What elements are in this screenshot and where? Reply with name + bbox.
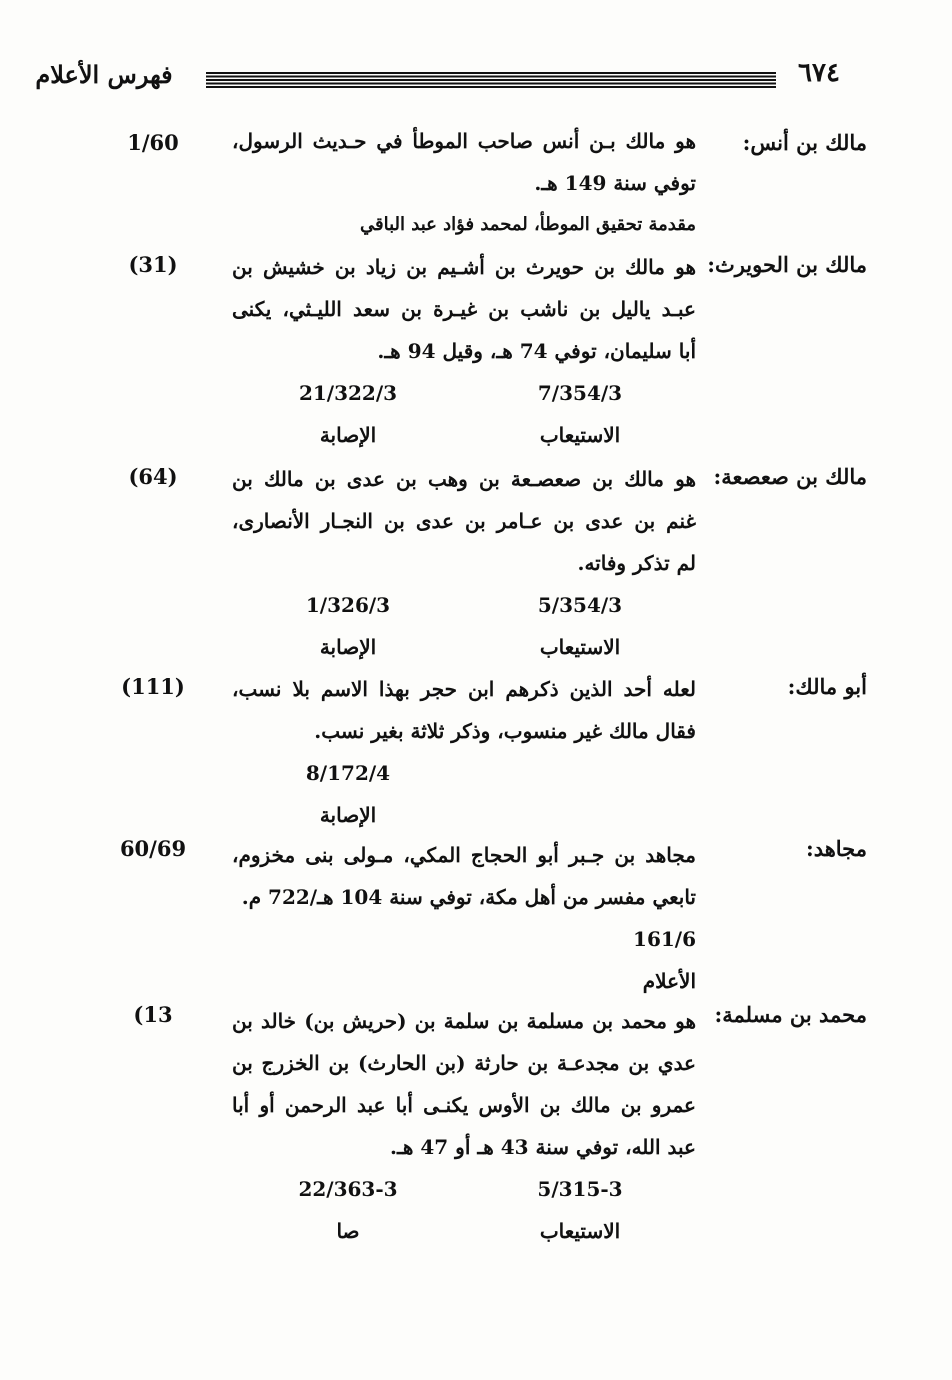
reference-number: 21/322/3 (298, 381, 398, 405)
source-note: مقدمة تحقيق الموطأ، لمحمد فؤاد عبد الباقي (360, 214, 696, 235)
source-title: الاستيعاب (539, 635, 621, 659)
column-spacer (464, 794, 696, 836)
entry-name: أبو مالك: (787, 674, 867, 699)
running-title: فهرس الأعلام (35, 60, 173, 89)
entry-name: مالك بن أنس: (742, 130, 867, 155)
entry-body (232, 246, 696, 456)
source-title: الاستيعاب (539, 423, 621, 447)
entry-name: مجاهد: (805, 836, 867, 861)
source-row (232, 794, 696, 836)
entry-line: هو مالك بـن أنس صاحب الموطأ في حـديث الرسول، (232, 129, 696, 153)
entry-line: فقال مالك غير منسوب، وذكر ثلاثة بغير نسب. (314, 719, 696, 743)
reference-number: 22/363-3 (298, 1177, 398, 1201)
source-title: الإصابة (319, 423, 377, 447)
entry-line: عدي بن مجدعـة بن حارثة (بن الحارث) بن الخزرج بن (232, 1051, 696, 1075)
column-spacer (464, 752, 696, 794)
entry-line: هو مالك بن صعصـعة بن وهب بن عدى بن مالك بن (232, 467, 696, 491)
reference-row (232, 584, 696, 626)
entry-line: غنم بن عدى بن عـامر بن عدى بن النجـار الأنصارى، (232, 509, 696, 533)
reference-row (232, 372, 696, 414)
reference-number: 5/354/3 (537, 593, 623, 617)
entry-ref: (31) (128, 252, 178, 277)
reference-row (232, 1168, 696, 1210)
entry-name: مالك بن الحويرث: (707, 252, 867, 277)
entry-line: توفي سنة 149 هـ. (534, 171, 696, 195)
source-title: الأعلام (642, 969, 696, 993)
source-title: الإصابة (319, 803, 377, 827)
entry-body (232, 120, 696, 246)
source-row (232, 626, 696, 668)
entry-line: مجاهد بن جـبر أبو الحجاج المكي، مـولى بنى مخزوم، (232, 843, 696, 867)
entry-ref: (13 (133, 1002, 173, 1027)
entry-ref: 1/60 (127, 130, 179, 155)
entry-body (232, 458, 696, 668)
source-title: الاستيعاب (539, 1219, 621, 1243)
entry-ref: (111) (121, 674, 185, 699)
entry-line: لعله أحد الذين ذكرهم ابن حجر بهذا الاسم بلا نسب، (232, 677, 696, 701)
entry-line: أبا سليمان، توفي 74 هـ، وقيل 94 هـ. (377, 339, 696, 363)
entry-ref: (64) (128, 464, 178, 489)
reference-row (232, 752, 696, 794)
entry-body (232, 834, 696, 1002)
reference-number: 8/172/4 (305, 761, 391, 785)
entry-line: هو مالك بن حويرث بن أشـيم بن زياد بن خشيش بن (232, 255, 696, 279)
entry-body (232, 1000, 696, 1252)
source-row (232, 1210, 696, 1252)
source-title: صا (336, 1219, 360, 1243)
entry-line: عبـد ياليل بن ناشب بن غيـرة بن سعد الليـثي، يكنى (232, 297, 696, 321)
header-rule (206, 72, 776, 88)
source-row (232, 414, 696, 456)
entry-name: مالك بن صعصعة: (713, 464, 867, 489)
reference-number: 5/315-3 (537, 1177, 623, 1201)
entry-line: عمرو بن مالك بن الأوس يكنـى أبا عبد الرحمن أو أبا (232, 1093, 696, 1117)
reference-number: 1/326/3 (305, 593, 391, 617)
source-title: الإصابة (319, 635, 377, 659)
entry-body (232, 668, 696, 836)
reference-number: 161/6 (633, 927, 696, 951)
entry-name: محمد بن مسلمة: (714, 1002, 867, 1027)
entry-line: عبد الله، توفي سنة 43 هـ أو 47 هـ. (390, 1135, 696, 1159)
entry-line: تابعي مفسر من أهل مكة، توفي سنة 104 هـ/722 م. (241, 885, 696, 909)
page-number: ٦٧٤ (798, 58, 840, 88)
reference-number: 7/354/3 (537, 381, 623, 405)
entry-line: هو محمد بن مسلمة بن سلمة بن (حريش بن) خالد بن (232, 1009, 696, 1033)
entry-line: لم تذكر وفاته. (577, 551, 696, 575)
entry-ref: 60/69 (119, 836, 187, 861)
